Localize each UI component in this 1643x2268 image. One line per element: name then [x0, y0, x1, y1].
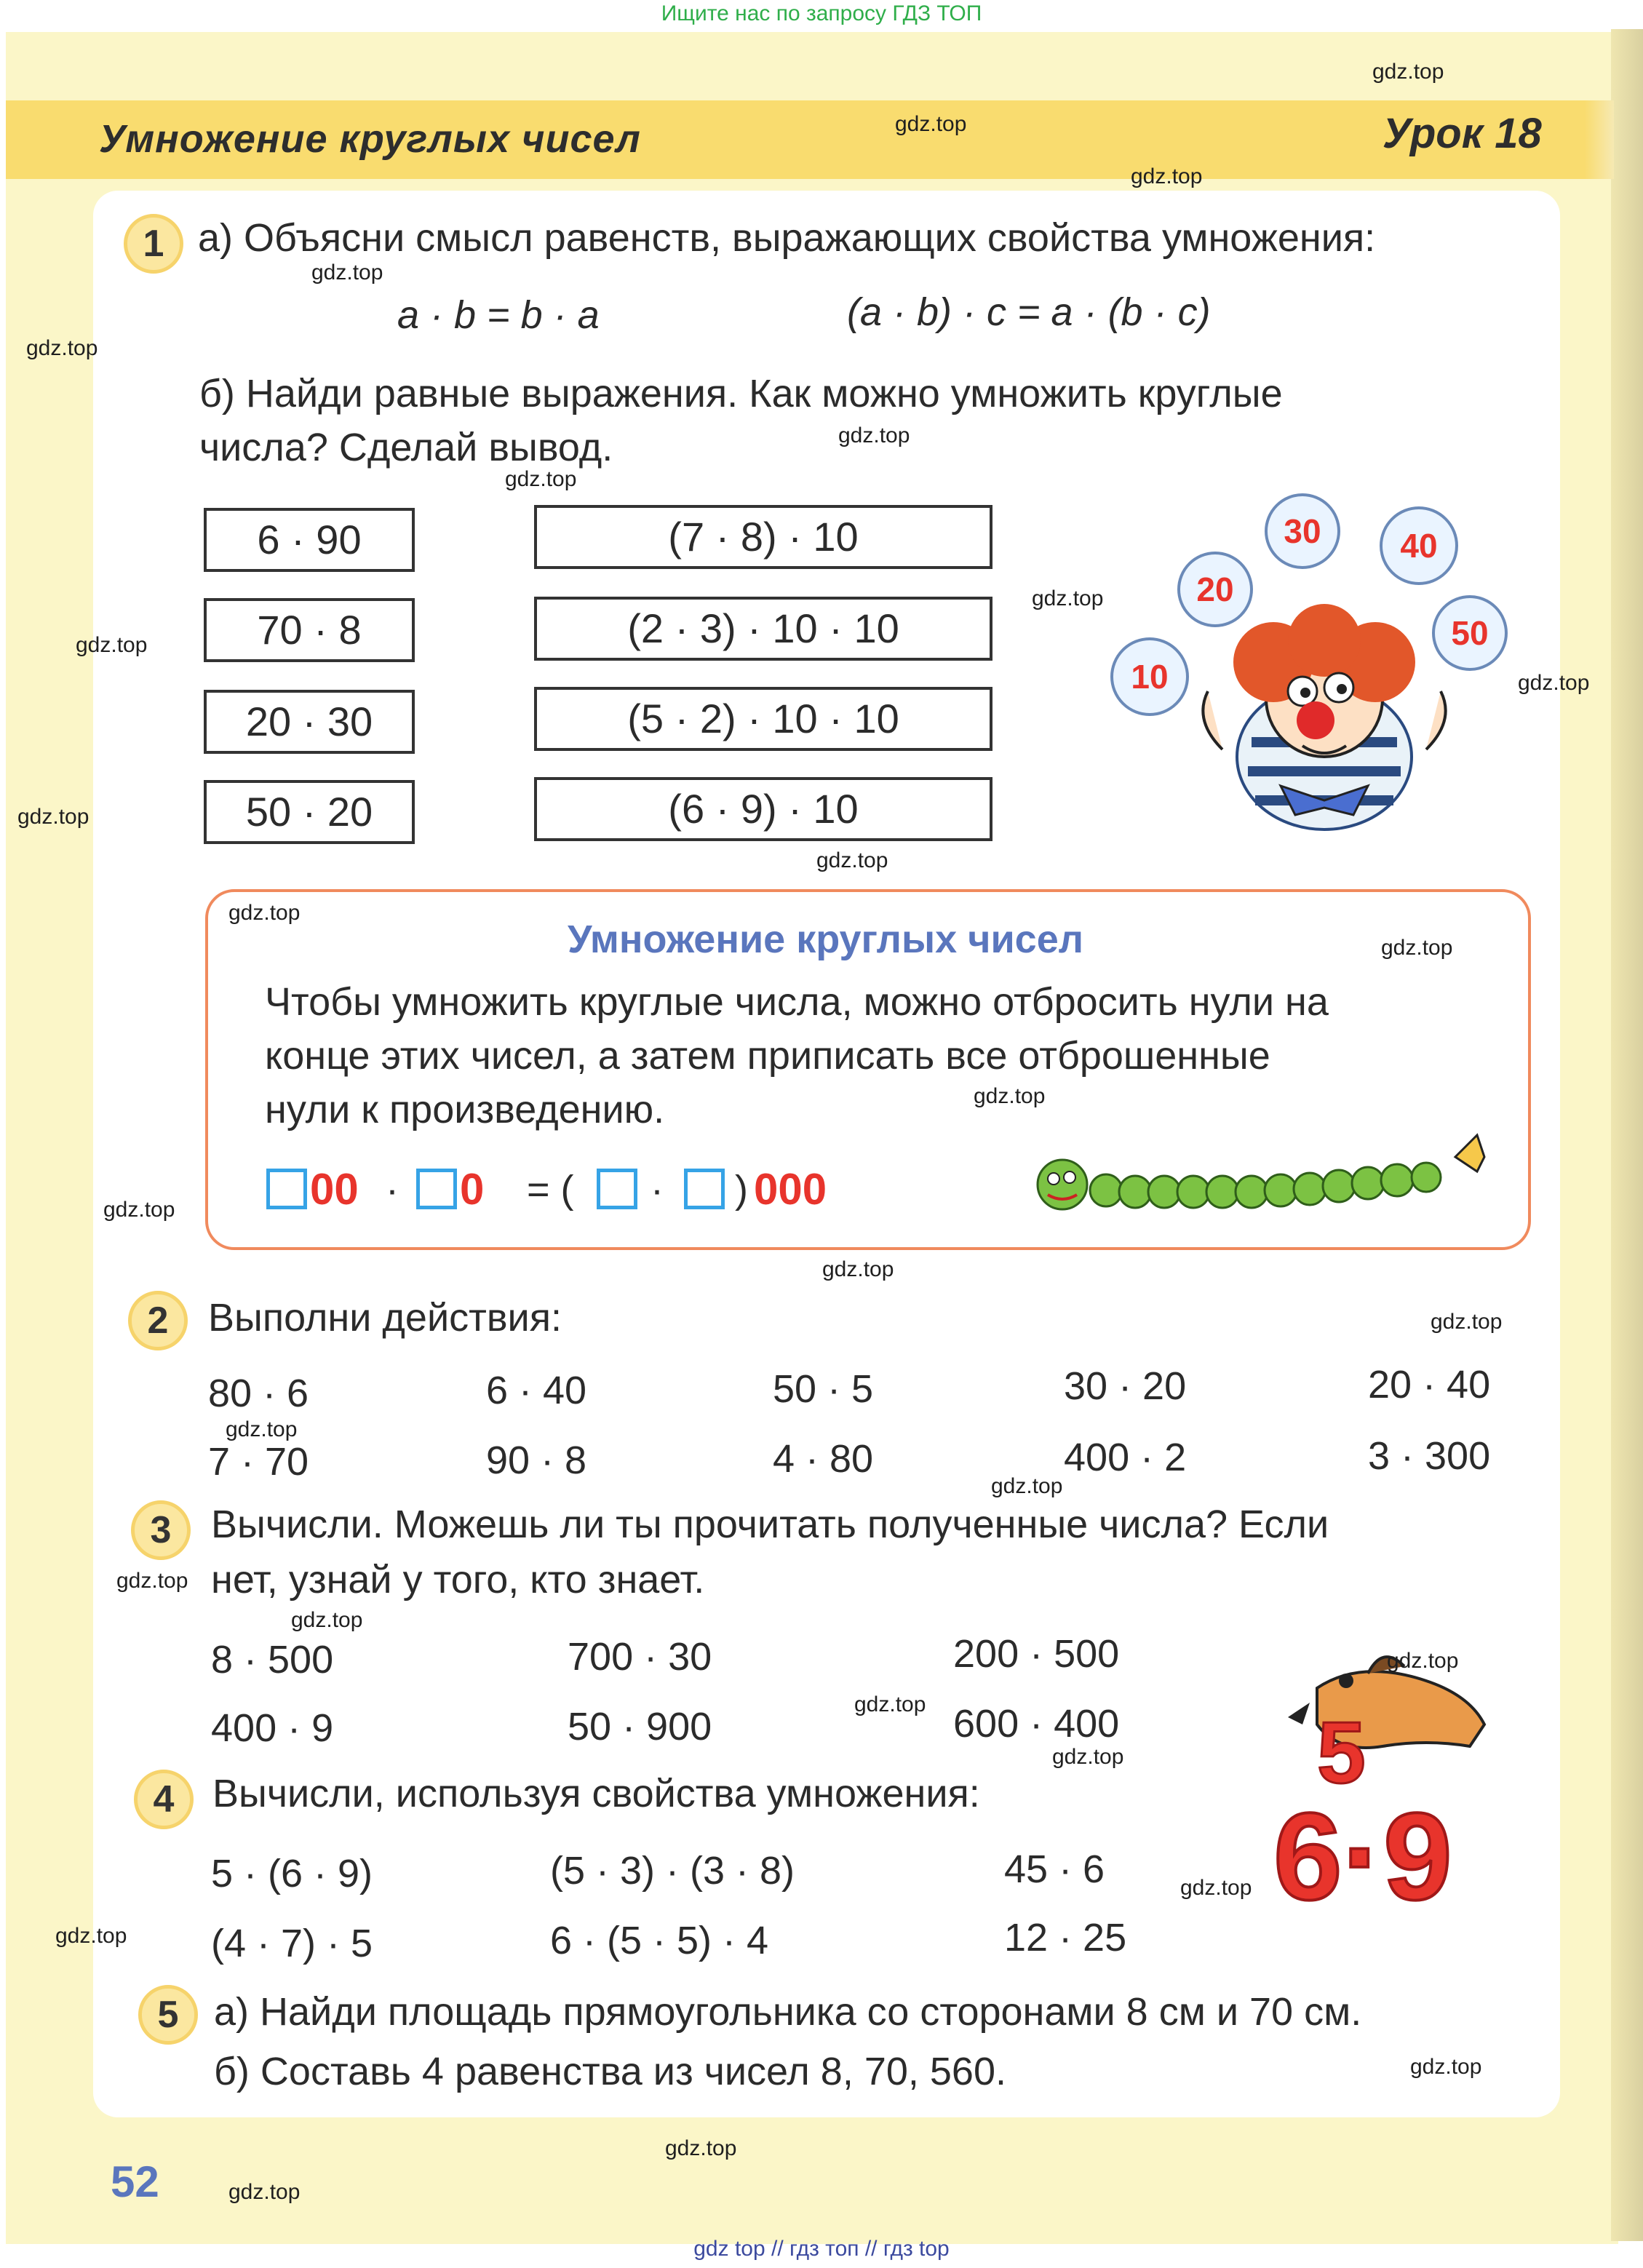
rule-line-3: нули к произведению. — [265, 1088, 665, 1131]
watermark: gdz.top — [854, 1692, 926, 1716]
task-1a-text: а) Объясни смысл равенств, выражающих свойства умножения: — [198, 216, 1376, 260]
watermark: gdz.top — [103, 1198, 175, 1222]
task-1b-line2: числа? Сделай вывод. — [199, 426, 613, 469]
rule-title: Умножение круглых чисел — [568, 918, 1084, 961]
dog-number: 5 — [1317, 1704, 1366, 1802]
task-5-number: 5 — [138, 1985, 198, 2045]
formula-dot: · — [651, 1168, 664, 1211]
expression-box: 6 · 90 — [204, 508, 415, 572]
task-1-number: 1 — [124, 214, 183, 274]
expression: 5 · (6 · 9) — [211, 1852, 373, 1895]
expression: 80 · 6 — [208, 1372, 309, 1415]
expression: 3 · 300 — [1368, 1434, 1491, 1478]
blank-square — [416, 1169, 457, 1209]
expression: 400 · 9 — [211, 1706, 334, 1750]
bottom-site-note: gdz top // гдз топ // гдз top — [693, 2237, 950, 2261]
equation-commutative: a · b = b · a — [397, 293, 600, 337]
caterpillar-illustration — [1019, 1113, 1513, 1222]
expression: 8 · 500 — [211, 1638, 334, 1682]
watermark: gdz.top — [1372, 60, 1444, 84]
watermark: gdz.top — [26, 336, 98, 360]
expression: 6 · (5 · 5) · 4 — [550, 1919, 769, 1962]
ball-label: 20 — [1196, 570, 1234, 608]
watermark: gdz.top — [226, 1417, 298, 1441]
task-2-text: Выполни действия: — [208, 1296, 562, 1340]
task-3-line2: нет, узнай у того, кто знает. — [211, 1558, 705, 1601]
watermark: gdz.top — [838, 423, 910, 447]
rule-line-1: Чтобы умножить круглые числа, можно отбросить нули на — [265, 980, 1329, 1024]
watermark: gdz.top — [291, 1608, 363, 1632]
expression-box: (5 · 2) · 10 · 10 — [534, 687, 992, 751]
watermark: gdz.top — [1431, 1310, 1503, 1334]
expression: 7 · 70 — [208, 1440, 309, 1484]
watermark: gdz.top — [1518, 671, 1590, 695]
watermark: gdz.top — [311, 260, 383, 285]
task-3-line1: Вычисли. Можешь ли ты прочитать полученные числа? Если — [211, 1503, 1329, 1546]
page-number: 52 — [111, 2157, 159, 2206]
zero-single: 0 — [460, 1165, 485, 1214]
page-edge — [1611, 29, 1643, 2241]
zeros-triple: 000 — [754, 1165, 827, 1214]
expression: 45 · 6 — [1004, 1847, 1105, 1891]
formula-equals: = ( — [527, 1168, 574, 1211]
watermark: gdz.top — [1180, 1876, 1252, 1900]
expression: 200 · 500 — [953, 1632, 1120, 1676]
watermark: gdz.top — [895, 112, 967, 136]
expression: 30 · 20 — [1064, 1364, 1187, 1408]
expression: (5 · 3) · (3 · 8) — [550, 1849, 795, 1893]
rule-line-2: конце этих чисел, а затем приписать все отброшенные — [265, 1034, 1270, 1078]
watermark: gdz.top — [1387, 1649, 1459, 1673]
expression-box: (2 · 3) · 10 · 10 — [534, 597, 992, 661]
watermark: gdz.top — [816, 848, 888, 872]
expression: 400 · 2 — [1064, 1436, 1187, 1479]
formula-close: ) — [735, 1168, 748, 1211]
task-1b-line1: б) Найди равные выражения. Как можно умножить круглые — [199, 372, 1283, 415]
expression: 4 · 80 — [773, 1437, 874, 1481]
expression: 20 · 40 — [1368, 1363, 1491, 1406]
zeros-double: 00 — [310, 1165, 359, 1214]
blank-square — [266, 1169, 307, 1209]
watermark: gdz.top — [76, 633, 148, 657]
watermark: gdz.top — [1410, 2055, 1482, 2079]
expression-box: 50 · 20 — [204, 780, 415, 844]
watermark: gdz.top — [665, 2136, 737, 2160]
watermark: gdz.top — [505, 467, 577, 491]
ball-label: 40 — [1400, 527, 1438, 565]
expression: 90 · 8 — [486, 1439, 587, 1482]
watermark: gdz.top — [974, 1084, 1046, 1108]
expression: 50 · 5 — [773, 1367, 874, 1411]
expression-box: (7 · 8) · 10 — [534, 505, 992, 569]
expression: 12 · 25 — [1004, 1916, 1127, 1959]
task-2-number: 2 — [128, 1291, 188, 1350]
expression-box: 70 · 8 — [204, 598, 415, 662]
clown-juggler-illustration — [1084, 466, 1535, 859]
task-4-text: Вычисли, используя свойства умножения: — [212, 1772, 980, 1815]
task-5a-text: а) Найди площадь прямоугольника со сторонами 8 см и 70 см. — [214, 1990, 1362, 2034]
ball-label: 30 — [1284, 512, 1321, 550]
ball-label: 10 — [1131, 658, 1169, 696]
formula-dot: · — [386, 1168, 399, 1211]
watermark: gdz.top — [55, 1924, 127, 1948]
blank-square — [597, 1169, 637, 1209]
lesson-title: Умножение круглых чисел — [99, 117, 641, 161]
watermark: gdz.top — [116, 1569, 188, 1593]
blank-square — [684, 1169, 725, 1209]
expression: 600 · 400 — [953, 1702, 1120, 1746]
watermark: gdz.top — [822, 1257, 894, 1281]
expression: 6 · 40 — [486, 1369, 587, 1412]
expression: 50 · 900 — [568, 1705, 712, 1748]
expression-box: (6 · 9) · 10 — [534, 777, 992, 841]
task-5b-text: б) Составь 4 равенства из чисел 8, 70, 560. — [214, 2050, 1006, 2093]
watermark: gdz.top — [228, 2180, 301, 2204]
lesson-number: Урок 18 — [1383, 110, 1542, 157]
expression: 700 · 30 — [568, 1635, 712, 1679]
equation-associative: (a · b) · c = a · (b · c) — [847, 290, 1211, 334]
ball-label: 50 — [1451, 614, 1489, 652]
watermark: gdz.top — [1381, 936, 1453, 960]
task-4-number: 4 — [134, 1770, 194, 1829]
task-3-number: 3 — [131, 1500, 191, 1560]
big-digits: 6·9 — [1273, 1788, 1452, 1921]
dog-with-numbers-illustration — [1259, 1644, 1513, 1921]
header-band-edge — [1585, 100, 1614, 179]
top-search-note: Ищите нас по запросу ГДЗ ТОП — [661, 1, 982, 25]
expression: (4 · 7) · 5 — [211, 1922, 373, 1965]
watermark: gdz.top — [991, 1474, 1063, 1498]
watermark: gdz.top — [228, 901, 301, 925]
watermark: gdz.top — [1052, 1745, 1124, 1769]
watermark: gdz.top — [1032, 586, 1104, 610]
watermark: gdz.top — [17, 805, 89, 829]
watermark: gdz.top — [1131, 164, 1203, 188]
expression-box: 20 · 30 — [204, 690, 415, 754]
